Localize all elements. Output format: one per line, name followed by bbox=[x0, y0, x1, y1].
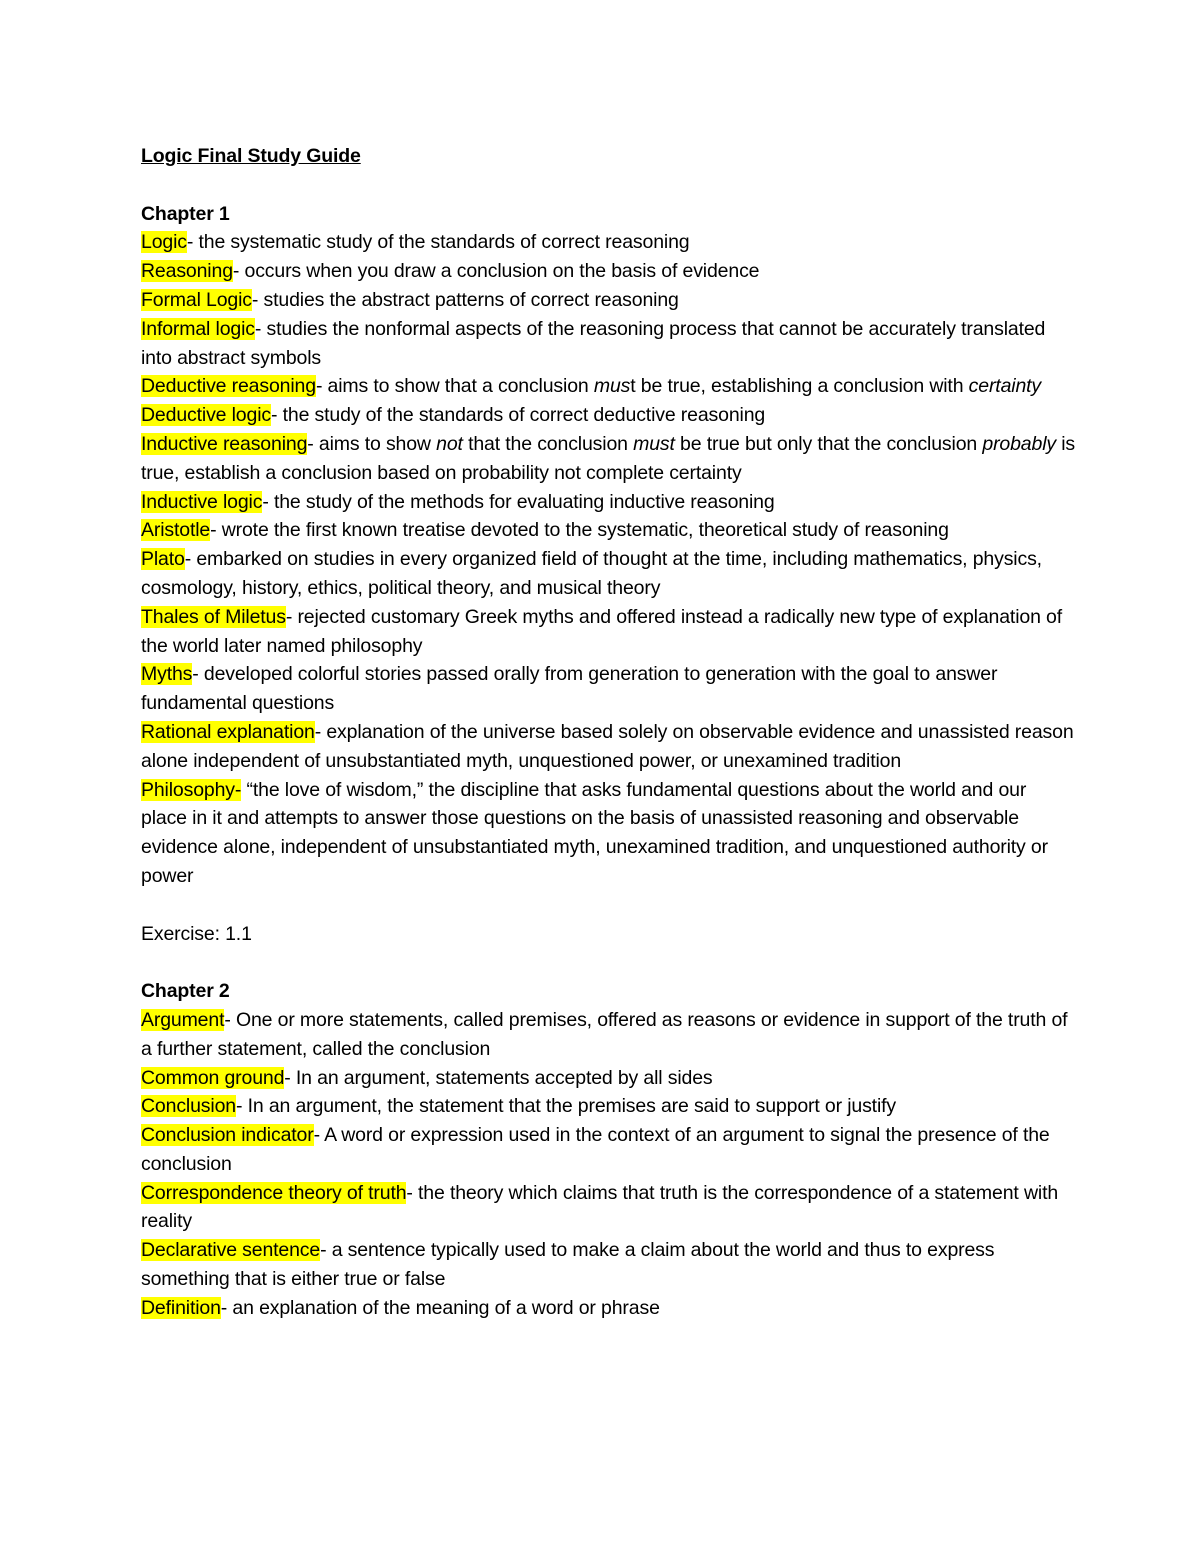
entry-conclusion-indicator bbox=[141, 1121, 1076, 1179]
term-highlight: Plato bbox=[141, 548, 185, 571]
definition-text: - a sentence typically used to make a claim about the world and thus to express something that is either true or false bbox=[141, 1239, 995, 1291]
definition-text: - an explanation of the meaning of a word or phrase bbox=[220, 1296, 660, 1319]
entry-aristotle bbox=[141, 516, 1076, 545]
definition-part: be true but only that the conclusion bbox=[674, 432, 983, 455]
entry-declarative-sentence bbox=[141, 1236, 1076, 1294]
term-highlight: Aristotle bbox=[141, 519, 211, 542]
chapter-1-heading: Chapter 1 bbox=[141, 202, 230, 225]
definition-text: - occurs when you draw a conclusion on the basis of evidence bbox=[232, 260, 760, 283]
definition-text: - One or more statements, called premises, offered as reasons or evidence in support of the truth of a further statement, called the conclusion bbox=[141, 1008, 1068, 1060]
entry-reasoning bbox=[141, 257, 1076, 286]
definition-text: “the love of wisdom,” the discipline that asks fundamental questions about the world and our place in it and attempts to answer those questions on the basis of unassisted reasoning and observable evidence alone, independent of unsubstantiated myth, unexamined tradition, and unquestioned authority or power bbox=[141, 778, 1048, 887]
term-highlight: Conclusion indicator bbox=[141, 1124, 314, 1147]
term-highlight: Informal logic bbox=[141, 317, 255, 340]
emphasis-text: must bbox=[633, 432, 675, 455]
entry-inductive-logic bbox=[141, 488, 1076, 517]
definition-part: is true, establish a conclusion based on probability not complete certainty bbox=[141, 432, 1076, 484]
term-highlight: Declarative sentence bbox=[141, 1239, 321, 1262]
term-highlight: Reasoning bbox=[141, 260, 233, 283]
chapter-1-section bbox=[141, 200, 1076, 949]
term-highlight: Definition bbox=[141, 1296, 221, 1319]
term-highlight: Correspondence theory of truth bbox=[141, 1181, 407, 1204]
definition-text: - rejected customary Greek myths and offered instead a radically new type of explanation of the world later named philosophy bbox=[141, 605, 1063, 657]
term-highlight: Common ground bbox=[141, 1066, 285, 1089]
emphasis-text: mus bbox=[593, 375, 631, 398]
entry-philosophy bbox=[141, 776, 1076, 891]
entry-rational-explanation bbox=[141, 718, 1076, 776]
definition-text: - In an argument, the statement that the premises are said to support or justify bbox=[235, 1095, 896, 1118]
term-highlight: Deductive logic bbox=[141, 404, 271, 427]
definition-part: - aims to show that a conclusion bbox=[315, 375, 594, 398]
entry-deductive-reasoning bbox=[141, 372, 1076, 401]
definition-part: t be true, establishing a conclusion with bbox=[630, 375, 969, 398]
entry-deductive-logic bbox=[141, 401, 1076, 430]
term-highlight: Inductive logic bbox=[141, 490, 263, 513]
emphasis-text: not bbox=[436, 432, 463, 455]
document-page bbox=[141, 142, 1076, 1323]
definition-text: - the systematic study of the standards of correct reasoning bbox=[186, 231, 690, 254]
entry-common-ground bbox=[141, 1064, 1076, 1093]
term-highlight: Formal Logic bbox=[141, 288, 252, 311]
entry-plato bbox=[141, 545, 1076, 603]
entry-conclusion bbox=[141, 1092, 1076, 1121]
emphasis-text: probably bbox=[982, 432, 1056, 455]
entry-thales bbox=[141, 603, 1076, 661]
term-highlight: Inductive reasoning bbox=[141, 432, 308, 455]
entry-informal-logic bbox=[141, 315, 1076, 373]
entry-argument bbox=[141, 1006, 1076, 1064]
definition-text: - studies the abstract patterns of correct reasoning bbox=[251, 288, 679, 311]
term-highlight: Argument bbox=[141, 1008, 225, 1031]
entry-correspondence-theory bbox=[141, 1179, 1076, 1237]
term-highlight: Philosophy- bbox=[141, 778, 242, 801]
definition-text: - the study of the standards of correct deductive reasoning bbox=[271, 404, 766, 427]
emphasis-text: certainty bbox=[968, 375, 1042, 398]
exercise-label: Exercise: 1.1 bbox=[141, 922, 252, 945]
definition-text: - studies the nonformal aspects of the reasoning process that cannot be accurately translated into abstract symbols bbox=[141, 317, 1046, 369]
definition-text bbox=[316, 375, 1041, 397]
definition-text: - developed colorful stories passed orally from generation to generation with the goal to answer fundamental questions bbox=[141, 663, 998, 715]
definition-text: - In an argument, statements accepted by all sides bbox=[284, 1066, 713, 1089]
definition-text: - embarked on studies in every organized field of thought at the time, including mathematics, physics, cosmology, history, ethics, political theory, and musical theory bbox=[141, 548, 1042, 599]
definition-text: - explanation of the universe based solely on observable evidence and unassisted reason alone independent of unsubstantiated myth, unquestioned power, or unexamined tradition bbox=[141, 720, 1074, 772]
entry-myths bbox=[141, 660, 1076, 718]
chapter-2-heading: Chapter 2 bbox=[141, 980, 230, 1003]
definition-part: - aims to show bbox=[307, 432, 437, 455]
definition-text: - the theory which claims that truth is the correspondence of a statement with reality bbox=[141, 1181, 1059, 1233]
definition-text: - A word or expression used in the context of an argument to signal the presence of the conclusion bbox=[141, 1124, 1050, 1175]
term-highlight: Myths bbox=[141, 663, 193, 686]
entry-logic bbox=[141, 228, 1076, 257]
entry-formal-logic bbox=[141, 286, 1076, 315]
definition-part: that the conclusion bbox=[462, 432, 634, 455]
definition-text: - the study of the methods for evaluating inductive reasoning bbox=[262, 490, 775, 513]
term-highlight: Logic bbox=[141, 231, 187, 254]
definition-text: - wrote the first known treatise devoted to the systematic, theoretical study of reasoning bbox=[210, 519, 949, 542]
term-highlight: Thales of Miletus bbox=[141, 605, 286, 628]
term-highlight: Rational explanation bbox=[141, 720, 315, 743]
entry-definition bbox=[141, 1294, 1076, 1323]
document-title: Logic Final Study Guide bbox=[141, 145, 361, 167]
term-highlight: Deductive reasoning bbox=[141, 375, 316, 398]
entry-inductive-reasoning bbox=[141, 430, 1076, 488]
term-highlight: Conclusion bbox=[141, 1095, 236, 1118]
chapter-2-section bbox=[141, 977, 1076, 1323]
